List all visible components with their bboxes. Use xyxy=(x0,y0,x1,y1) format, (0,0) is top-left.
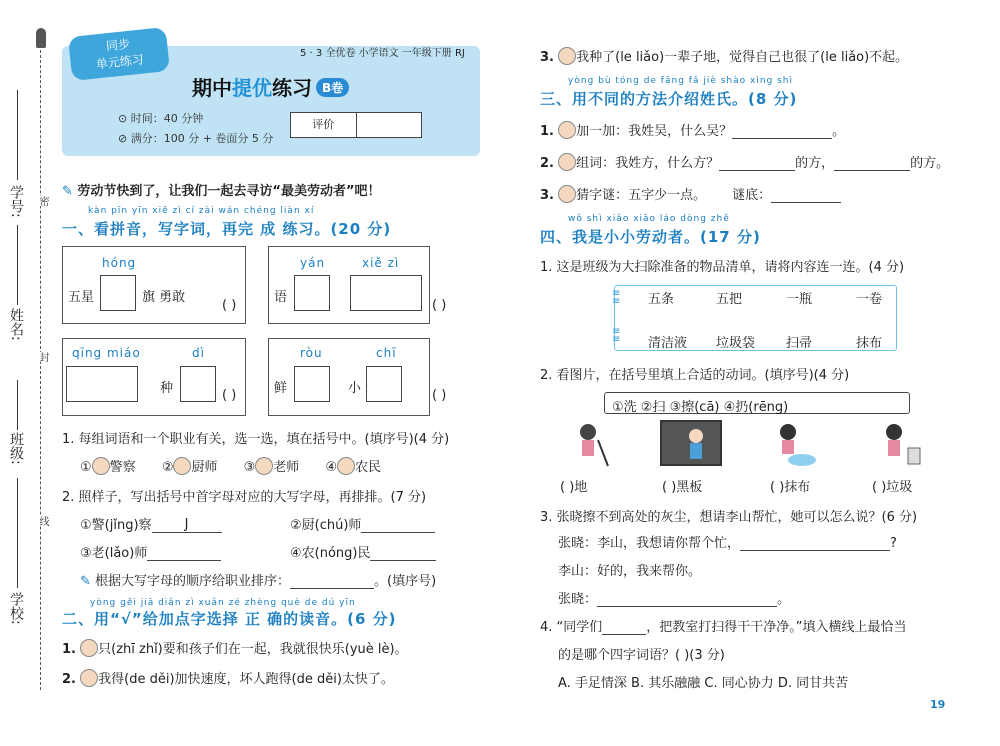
evaluation-table xyxy=(290,112,422,138)
b4-pinyin1: ròu xyxy=(300,346,323,360)
list-bullets-bottom-icon: ≡ ≡ xyxy=(612,326,621,345)
kid-icon xyxy=(558,185,576,203)
tag-line2: 单元练习 xyxy=(95,52,145,72)
b1-pinyin: hóng xyxy=(102,256,137,270)
b3-pinyin: qīng miáo xyxy=(72,346,141,360)
s3-q3-text: 猜字谜：五字少一点。 xyxy=(576,188,707,203)
s2-q1: 1. 只(zhī zhǐ)要和孩子们在一起，我就很快乐(yuè lè)。 xyxy=(62,638,408,657)
s3-q2-end: 的方。 xyxy=(910,156,950,171)
q2-b-text: ②厨(chú)师 xyxy=(290,518,362,533)
cut-mark-xian: 线 xyxy=(37,516,48,526)
q2-e-text: 根据大写字母的顺序给职业排序： xyxy=(95,574,291,589)
b4-left: 鲜 xyxy=(274,381,288,396)
opt3-label: 老师 xyxy=(273,460,300,475)
fill-1[interactable]: ( )地 xyxy=(560,480,588,495)
b3-grid2[interactable] xyxy=(180,366,216,402)
s3-q3-answer-label: 谜底： xyxy=(732,188,772,203)
rocket-icon xyxy=(36,28,46,48)
b-tag: B卷 xyxy=(316,78,349,97)
s3-q3-blank[interactable] xyxy=(771,202,841,203)
b2-grid2[interactable] xyxy=(350,275,422,311)
cut-mark-feng: 封 xyxy=(37,352,48,362)
school-line[interactable] xyxy=(17,478,18,588)
s3-title: 三、用不同的方法介绍姓氏。(8 分) xyxy=(540,90,798,108)
farmer-icon xyxy=(337,457,355,475)
q2-a-text: ①警(jǐng)察 xyxy=(80,518,152,533)
q2-c xyxy=(80,542,221,561)
page-title xyxy=(192,72,349,101)
b2-left: 语 xyxy=(274,290,288,305)
opt1-label: 警察 xyxy=(109,460,136,475)
title-highlight: 提优 xyxy=(232,76,272,100)
bottom-item-1[interactable]: 清洁液 xyxy=(648,336,688,351)
b2-pinyin2: xiě zì xyxy=(362,256,400,270)
q3a-blank[interactable] xyxy=(740,550,890,551)
s4-q3-line3: 张晓： 。 xyxy=(558,592,791,607)
b4-pinyin2: chī xyxy=(376,346,397,360)
score-text: 满分：100 分 + 卷面分 5 分 xyxy=(130,132,274,145)
chef-icon xyxy=(173,457,191,475)
opt2-num: ② xyxy=(161,460,174,475)
s4-q4-line1 xyxy=(540,616,907,635)
s3-q2-mid: 的方， xyxy=(795,156,835,171)
opt2-label: 厨师 xyxy=(191,460,218,475)
top-item-1[interactable]: 五条 xyxy=(648,292,675,307)
intro-bind: 劳动节快到了，让我们一起去寻访“最美劳动者”吧！ xyxy=(77,184,381,199)
s3-q2-blank1[interactable] xyxy=(719,170,795,171)
s4-q3-line1: 张晓：李山，我想请你帮个忙， ? xyxy=(558,536,897,551)
teacher-icon xyxy=(255,457,273,475)
q2-d-text: ④农(nóng)民 xyxy=(290,546,371,561)
police-icon xyxy=(92,457,110,475)
s3-q2-blank2[interactable] xyxy=(834,170,910,171)
boy-icon xyxy=(558,121,576,139)
s4-q4-line2: 的是哪个四字词语？( )(3 分) xyxy=(558,648,725,663)
q2-e-end: 。(填序号) xyxy=(374,574,437,589)
s4-pinyin: wǒ shì xiǎo xiǎo láo dòng zhě xyxy=(568,214,730,224)
b4-grid1[interactable] xyxy=(294,366,330,402)
tag-line1: 同步 xyxy=(105,36,131,54)
name-line[interactable] xyxy=(17,225,18,305)
b2-grid1[interactable] xyxy=(294,275,330,311)
eval-field[interactable] xyxy=(357,113,422,137)
cut-line xyxy=(40,40,41,690)
s3-q2-text: 组词：我姓方，什么方？ xyxy=(576,156,720,171)
s4-q4-options: A. 手足情深 B. 其乐融融 C. 同心协力 D. 同甘共苦 xyxy=(558,676,849,691)
q2-e-blank[interactable] xyxy=(290,588,374,589)
cut-mark-mi: 密 xyxy=(37,196,48,206)
b4-grid2[interactable] xyxy=(366,366,402,402)
s4-q3: 3. 张晓擦不到高处的灰尘，想请李山帮忙，她可以怎么说？(6 分) xyxy=(540,510,918,525)
intro-text xyxy=(62,180,381,199)
opt1-num: ① xyxy=(80,460,92,475)
s3-pinyin: yòng bù tóng de fāng fǎ jiè shào xìng shì xyxy=(568,76,793,86)
s1-q1: 1. 每组词语和一个职业有关，选一选，填在括号中。(填序号)(4 分) xyxy=(62,432,450,447)
q2-b-blank[interactable] xyxy=(361,532,435,533)
s3-q2: 2. 组词：我姓方，什么方？ 的方， 的方。 xyxy=(540,152,949,171)
broom-icon: ✎ xyxy=(62,184,78,199)
q2-b xyxy=(290,514,435,533)
verb-options: ①洗 ②扫 ③擦(cā) ④扔(rēng) xyxy=(612,400,789,415)
q2-d-blank[interactable] xyxy=(370,560,436,561)
word-box-1 xyxy=(62,246,246,324)
s2-title: 二、用“√”给加点字选择 正 确的读音。(6 分) xyxy=(62,610,397,628)
s4-q1: 1. 这是班级为大扫除准备的物品清单，请将内容连一连。(4 分) xyxy=(540,260,905,275)
b1-left: 五星 xyxy=(68,290,95,305)
b2-pinyin1: yán xyxy=(300,256,326,270)
s2-pinyin: yòng gěi jiā diǎn zì xuǎn zé zhèng què de dú yīn xyxy=(90,598,356,608)
q2-a xyxy=(80,514,222,533)
blackboard-figure-icon xyxy=(660,420,722,466)
time-info: ⊙ 时间：40 分钟 xyxy=(118,112,204,125)
q4b-text: ，把教室打扫得干干净净。”填入横线上最恰当 xyxy=(646,620,907,635)
q4a-text: 4. “同学们 xyxy=(540,620,603,635)
b4-paren: ( ) xyxy=(432,388,447,403)
b4-mid: 小 xyxy=(348,381,362,396)
s2-q2-text: 我得(de děi)加快速度，坏人跑得(de děi)太快了。 xyxy=(98,672,394,687)
title-pre: 期中 xyxy=(192,76,232,100)
q2-c-text: ③老(lǎo)师 xyxy=(80,546,148,561)
pencil-icon: ✎ xyxy=(80,574,96,589)
s4-q3-line2: 李山：好的，我来帮你。 xyxy=(558,564,702,579)
list-bullets-top-icon: ≡ ≡ xyxy=(612,288,621,307)
top-item-2[interactable]: 五把 xyxy=(716,292,743,307)
opt3-num: ③ xyxy=(243,460,256,475)
sweeping-figure-icon xyxy=(568,422,618,468)
s3-q1-blank[interactable] xyxy=(732,138,832,139)
b3-grid1[interactable] xyxy=(66,366,138,402)
b1-paren: ( ) xyxy=(222,298,237,313)
bottom-item-3[interactable]: 扫帚 xyxy=(786,336,813,351)
q2-a-answer[interactable]: J xyxy=(152,517,222,533)
student-id-label: 学号: xyxy=(8,185,24,218)
farmer-face-icon xyxy=(558,47,576,65)
q3c-text: 张晓： xyxy=(558,592,598,607)
class-line[interactable] xyxy=(17,380,18,430)
top-item-3[interactable]: 一瓶 xyxy=(786,292,813,307)
s3-q1-text: 加一加：我姓吴，什么吴？ xyxy=(576,124,733,139)
s1-q1-options xyxy=(80,456,381,475)
s2-q3-text: 我种了(le liǎo)一辈子地，觉得自己也很了(le liǎo)不起。 xyxy=(576,50,909,65)
q2-e xyxy=(80,570,436,589)
title-post: 练习 xyxy=(272,76,312,100)
q3a-text: 张晓：李山，我想请你帮个忙， xyxy=(558,536,741,551)
s1-q2: 2. 照样子，写出括号中首字母对应的大写字母，再排排。(7 分) xyxy=(62,490,427,505)
fill-2[interactable]: ( )黑板 xyxy=(662,480,703,495)
q4-blank[interactable] xyxy=(602,634,646,635)
s3-q1: 1. 加一加：我姓吴，什么吴？ 。 xyxy=(540,120,845,139)
score-info: ⊘ 满分：100 分 + 卷面分 5 分 xyxy=(118,132,274,145)
s2-q2: 2. 我得(de děi)加快速度，坏人跑得(de děi)太快了。 xyxy=(62,668,394,687)
publication-info: 5 · 3 全优卷 小学语文 一年级下册 RJ xyxy=(300,48,465,59)
b3-mid: 种 xyxy=(160,381,174,396)
b3-paren: ( ) xyxy=(222,388,237,403)
s1-title: 一、看拼音，写字词，再完 成 练习。(20 分) xyxy=(62,220,392,238)
class-label: 班级: xyxy=(8,432,24,465)
q2-d xyxy=(290,542,436,561)
s4-title: 四、我是小小劳动者。(17 分) xyxy=(540,228,761,246)
page-number: 19 xyxy=(930,698,946,711)
s1-pinyin: kàn pīn yīn xiě zì cí zài wán chéng liàn xí xyxy=(88,206,315,216)
bottom-item-2[interactable]: 垃圾袋 xyxy=(716,336,756,351)
top-item-4[interactable]: 一卷 xyxy=(856,292,883,307)
binding-margin xyxy=(0,0,52,746)
fill-3[interactable]: ( )抹布 xyxy=(770,480,811,495)
eval-label: 评价 xyxy=(291,113,357,137)
q3c-blank[interactable] xyxy=(597,606,777,607)
bottom-item-4[interactable]: 抹布 xyxy=(856,336,883,351)
opt4-label: 农民 xyxy=(355,460,382,475)
school-label: 学校: xyxy=(8,592,24,625)
b1-right: 旗 勇敢 xyxy=(142,290,186,305)
q2-c-blank[interactable] xyxy=(147,560,221,561)
washing-figure-icon xyxy=(770,422,820,468)
s2-q3: 3. 我种了(le liǎo)一辈子地，觉得自己也很了(le liǎo)不起。 xyxy=(540,46,908,65)
student-id-line[interactable] xyxy=(17,90,18,180)
s3-q3: 3. 猜字谜：五字少一点。 谜底： xyxy=(540,184,841,203)
runner-icon xyxy=(80,669,98,687)
b3-pinyin2: dì xyxy=(192,346,205,360)
s2-q1-text: 只(zhī zhǐ)要和孩子们在一起，我就很快乐(yuè lè)。 xyxy=(98,642,408,657)
s4-q2: 2. 看图片，在括号里填上合适的动词。(填序号)(4 分) xyxy=(540,368,850,383)
b1-grid[interactable] xyxy=(100,275,136,311)
opt4-num: ④ xyxy=(325,460,338,475)
trash-figure-icon xyxy=(878,422,928,468)
name-label: 姓名: xyxy=(8,308,24,341)
fill-4[interactable]: ( )垃圾 xyxy=(872,480,913,495)
child-icon xyxy=(80,639,98,657)
girl-icon xyxy=(558,153,576,171)
b2-paren: ( ) xyxy=(432,298,447,313)
time-text: 时间：40 分钟 xyxy=(130,112,204,125)
